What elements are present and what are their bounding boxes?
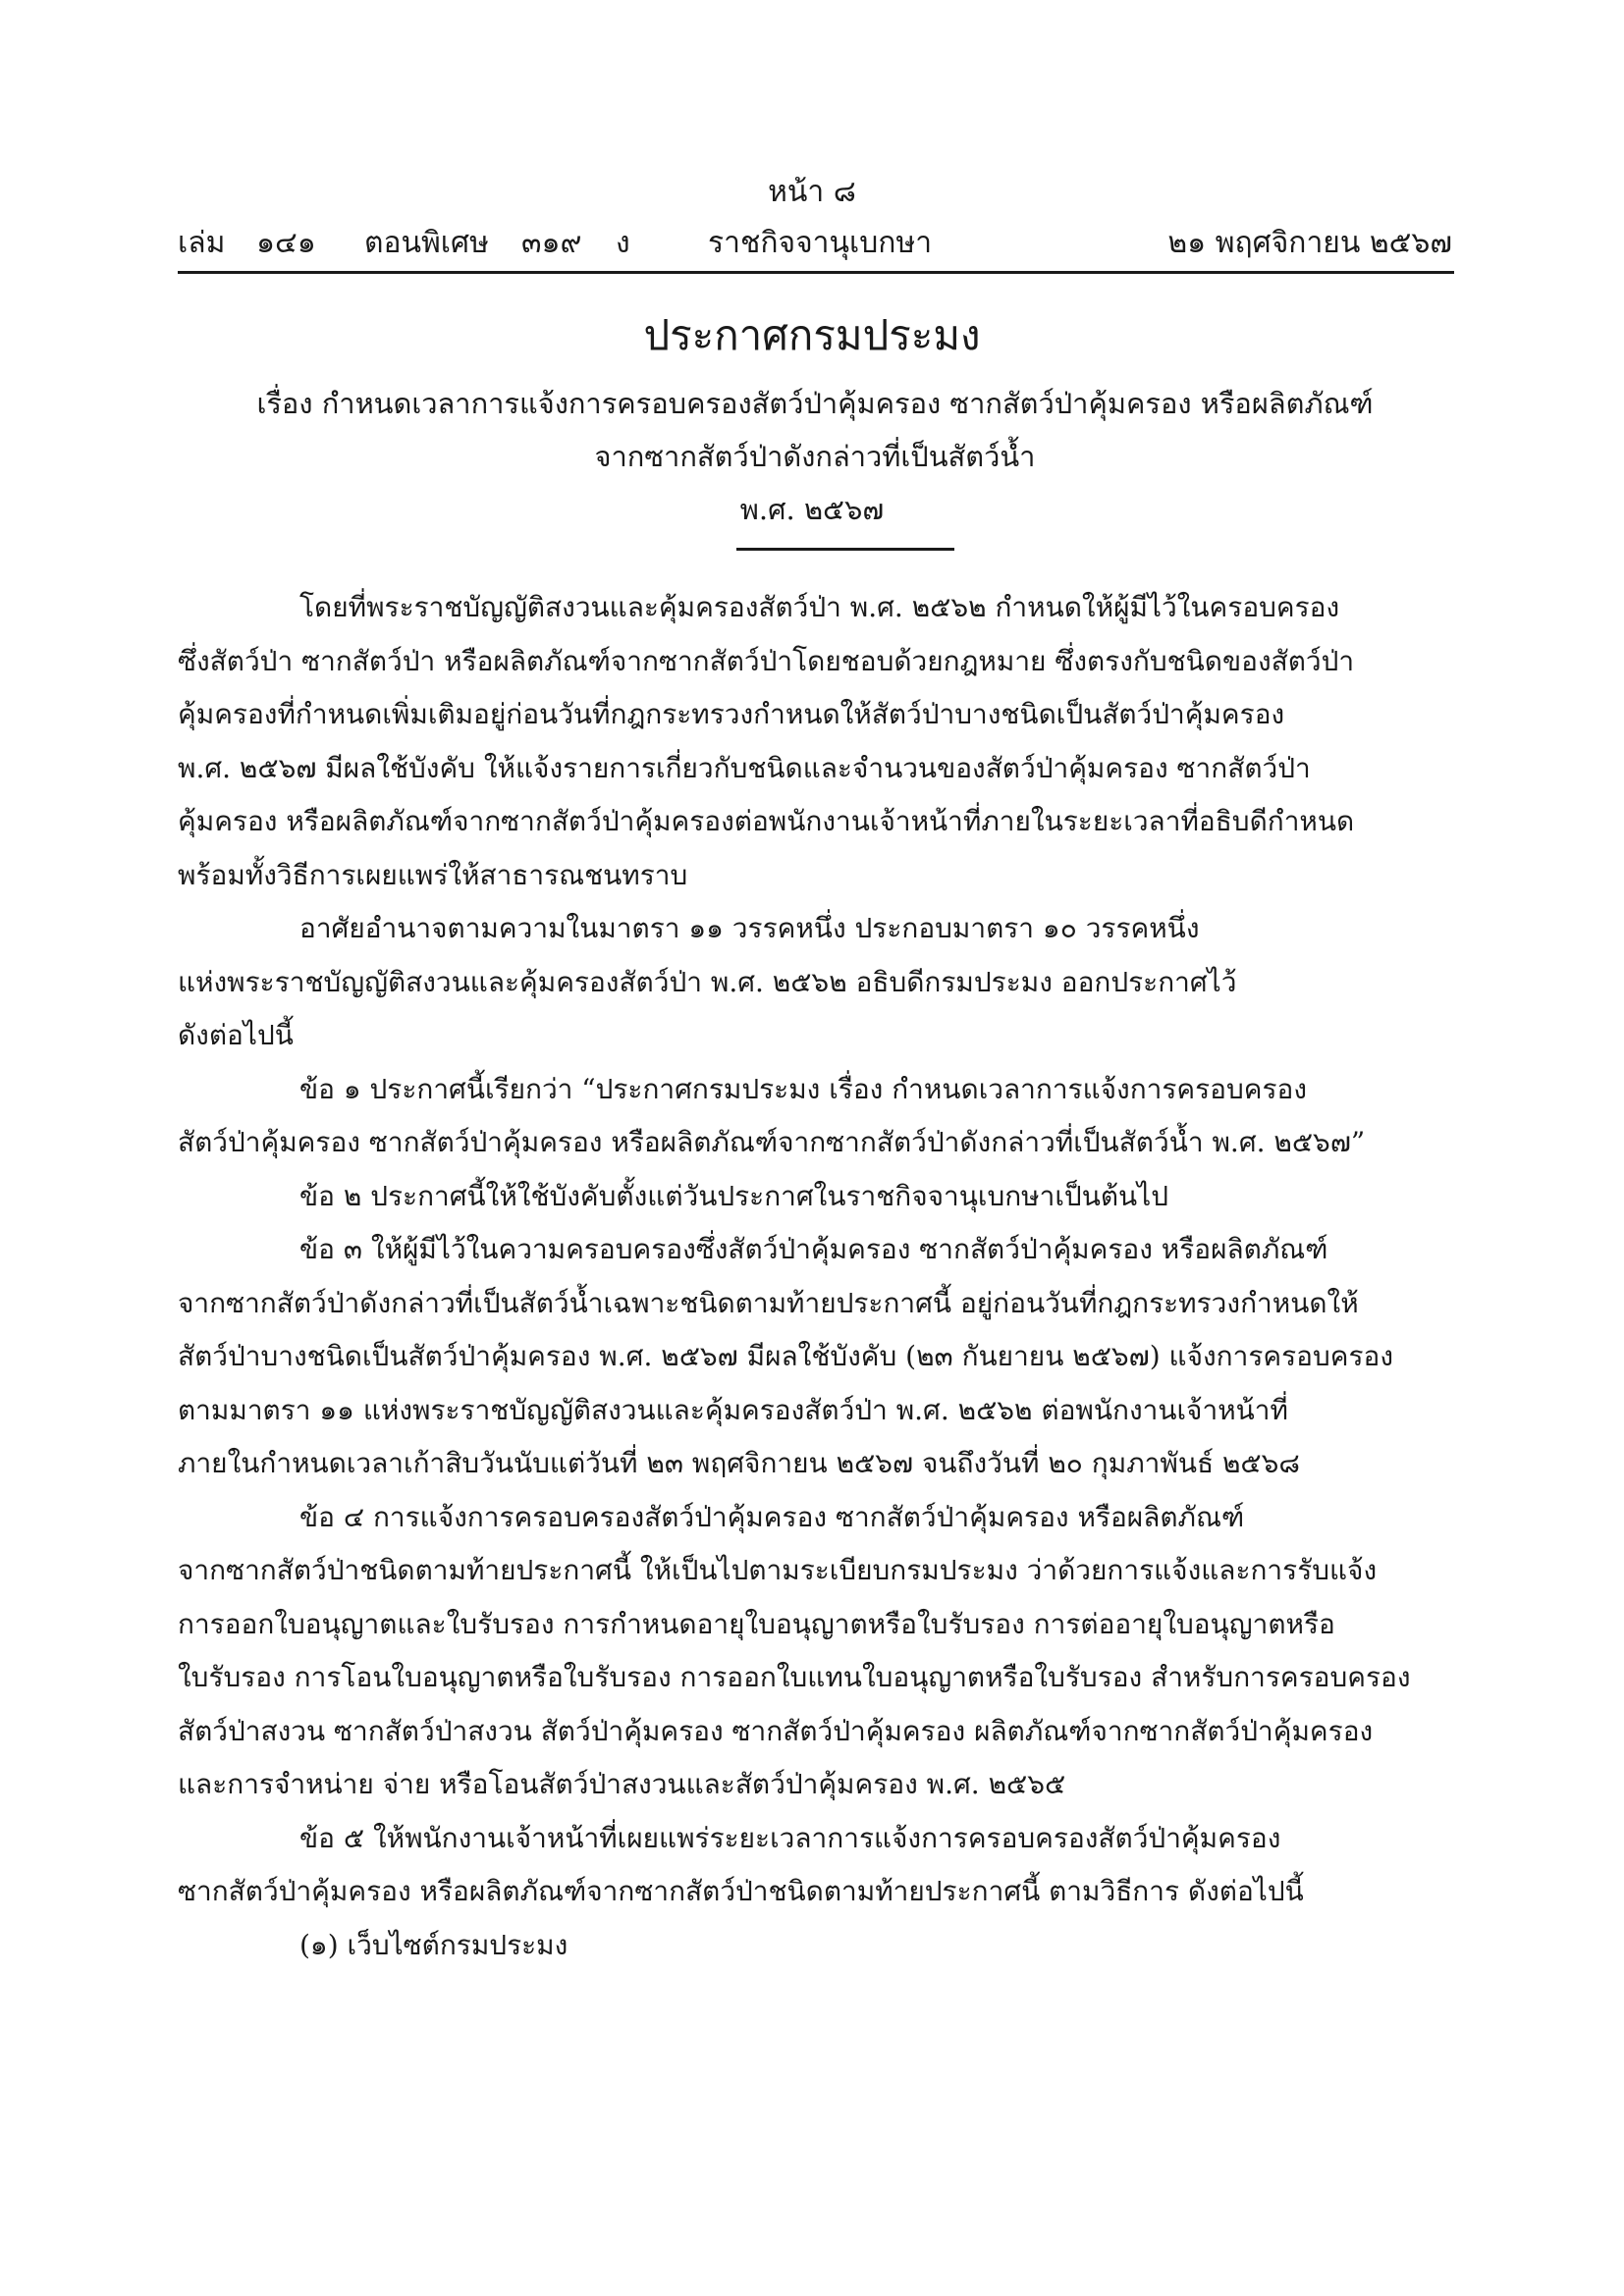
authority-paragraph [178, 902, 1452, 1063]
text-line: คุ้มครอง หรือผลิตภัณฑ์จากซากสัตว์ป่าคุ้มครองต่อพนักงานเจ้าหน้าที่ภายในระยะเวลาที่อธิบดีกำหนด [178, 805, 1355, 837]
text-line: โดยที่พระราชบัญญัติสงวนและคุ้มครองสัตว์ป่า พ.ศ. ๒๕๖๒ กำหนดให้ผู้มีไว้ในครอบครอง [299, 591, 1340, 623]
text-line: อาศัยอำนาจตามความในมาตรา ๑๑ วรรคหนึ่ง ประกอบมาตรา ๑๐ วรรคหนึ่ง [299, 912, 1200, 944]
clause-1 [178, 1063, 1452, 1170]
text-line: พ.ศ. ๒๕๖๗ มีผลใช้บังคับ ให้แจ้งรายการเกี่ยวกับชนิดและจำนวนของสัตว์ป่าคุ้มครอง ซากสัตว์ป่า [178, 751, 1311, 784]
document-year: พ.ศ. ๒๕๖๗ [739, 493, 885, 526]
volume-number: ๑๔๑ [256, 226, 316, 260]
text-line: การออกใบอนุญาตและใบรับรอง การกำหนดอายุใบอนุญาตหรือใบรับรอง การต่ออายุใบอนุญาตหรือ [178, 1607, 1335, 1640]
gazette-name: ราชกิจจานุเบกษา [708, 226, 933, 260]
header-divider [178, 271, 1454, 274]
text-line: จากซากสัตว์ป่าดังกล่าวที่เป็นสัตว์น้ำเฉพาะชนิดตามท้ายประกาศนี้ อยู่ก่อนวันที่กฎกระทรวงกำหนดให้ [178, 1286, 1359, 1319]
text-line: สัตว์ป่าคุ้มครอง ซากสัตว์ป่าคุ้มครอง หรือผลิตภัณฑ์จากซากสัตว์ป่าดังกล่าวที่เป็นสัตว์น้ำ พ.ศ. ๒๕๖๗” [178, 1126, 1366, 1158]
clause-5 [178, 1812, 1452, 1919]
text-line: ข้อ ๒ ประกาศนี้ให้ใช้บังคับตั้งแต่วันประกาศในราชกิจจานุเบกษาเป็นต้นไป [299, 1179, 1169, 1212]
text-line: สัตว์ป่าสงวน ซากสัตว์ป่าสงวน สัตว์ป่าคุ้มครอง ซากสัตว์ป่าคุ้มครอง ผลิตภัณฑ์จากซากสัตว์ป่าคุ้มครอง [178, 1714, 1374, 1747]
text-line: และการจำหน่าย จ่าย หรือโอนสัตว์ป่าสงวนและสัตว์ป่าคุ้มครอง พ.ศ. ๒๕๖๕ [178, 1768, 1066, 1800]
text-line: ดังต่อไปนี้ [178, 1019, 294, 1051]
text-line: ซากสัตว์ป่าคุ้มครอง หรือผลิตภัณฑ์จากซากสัตว์ป่าชนิดตามท้ายประกาศนี้ ตามวิธีการ ดังต่อไปนี้ [178, 1875, 1304, 1907]
publication-date: ๒๑ พฤศจิกายน ๒๕๖๗ [1167, 226, 1452, 260]
section-type: ง [616, 226, 630, 260]
text-line: คุ้มครองที่กำหนดเพิ่มเติมอยู่ก่อนวันที่กฎกระทรวงกำหนดให้สัตว์ป่าบางชนิดเป็นสัตว์ป่าคุ้มครอง [178, 698, 1285, 730]
document-body [178, 581, 1452, 1972]
text-line: สัตว์ป่าบางชนิดเป็นสัตว์ป่าคุ้มครอง พ.ศ. ๒๕๖๗ มีผลใช้บังคับ (๒๓ กันยายน ๒๕๖๗) แจ้งการครอบครอง [178, 1340, 1394, 1372]
clause-2 [178, 1170, 1452, 1224]
text-line: ข้อ ๔ การแจ้งการครอบครองสัตว์ป่าคุ้มครอง ซากสัตว์ป่าคุ้มครอง หรือผลิตภัณฑ์ [299, 1500, 1245, 1533]
text-line: พร้อมทั้งวิธีการเผยแพร่ให้สาธารณชนทราบ [178, 858, 688, 891]
clause-5-item-1 [178, 1919, 1452, 1973]
document-title: ประกาศกรมประมง [643, 311, 981, 359]
gazette-header [178, 222, 1452, 265]
text-line: จากซากสัตว์ป่าชนิดตามท้ายประกาศนี้ ให้เป็นไปตามระเบียบกรมประมง ว่าด้วยการแจ้งและการรับแจ้ง [178, 1554, 1378, 1586]
text-line: (๑) เว็บไซต์กรมประมง [299, 1928, 568, 1961]
document-subject [178, 377, 1452, 483]
text-line: ข้อ ๕ ให้พนักงานเจ้าหน้าที่เผยแพร่ระยะเวลาการแจ้งการครอบครองสัตว์ป่าคุ้มครอง [299, 1821, 1281, 1854]
text-line: แห่งพระราชบัญญัติสงวนและคุ้มครองสัตว์ป่า พ.ศ. ๒๕๖๒ อธิบดีกรมประมง ออกประกาศไว้ [178, 965, 1237, 998]
section-label: ตอนพิเศษ [364, 226, 489, 260]
text-line: ข้อ ๑ ประกาศนี้เรียกว่า “ประกาศกรมประมง เรื่อง กำหนดเวลาการแจ้งการครอบครอง [299, 1072, 1308, 1105]
subject-line: จากซากสัตว์ป่าดังกล่าวที่เป็นสัตว์น้ำ [594, 440, 1036, 473]
subject-line: เรื่อง กำหนดเวลาการแจ้งการครอบครองสัตว์ป่าคุ้มครอง ซากสัตว์ป่าคุ้มครอง หรือผลิตภัณฑ์ [256, 387, 1374, 420]
text-line: ภายในกำหนดเวลาเก้าสิบวันนับแต่วันที่ ๒๓ พฤศจิกายน ๒๕๖๗ จนถึงวันที่ ๒๐ กุมภาพันธ์ ๒๕๖๘ [178, 1447, 1300, 1479]
clause-3 [178, 1223, 1452, 1491]
text-line: ข้อ ๓ ให้ผู้มีไว้ในความครอบครองซึ่งสัตว์ป่าคุ้มครอง ซากสัตว์ป่าคุ้มครอง หรือผลิตภัณฑ์ [299, 1233, 1328, 1265]
text-line: ตามมาตรา ๑๑ แห่งพระราชบัญญัติสงวนและคุ้มครองสัตว์ป่า พ.ศ. ๒๕๖๒ ต่อพนักงานเจ้าหน้าที่ [178, 1393, 1288, 1426]
volume-label: เล่ม [178, 226, 226, 260]
section-number: ๓๑๙ [521, 226, 582, 260]
clause-4 [178, 1491, 1452, 1812]
page-number: หน้า ๘ [768, 175, 856, 209]
text-line: ซึ่งสัตว์ป่า ซากสัตว์ป่า หรือผลิตภัณฑ์จากซากสัตว์ป่าโดยชอบด้วยกฎหมาย ซึ่งตรงกับชนิดของสัตว์ป่า [178, 644, 1355, 677]
title-divider [736, 548, 954, 551]
text-line: ใบรับรอง การโอนใบอนุญาตหรือใบรับรอง การออกใบแทนใบอนุญาตหรือใบรับรอง สำหรับการครอบครอง [178, 1661, 1411, 1693]
preamble-paragraph [178, 581, 1452, 902]
